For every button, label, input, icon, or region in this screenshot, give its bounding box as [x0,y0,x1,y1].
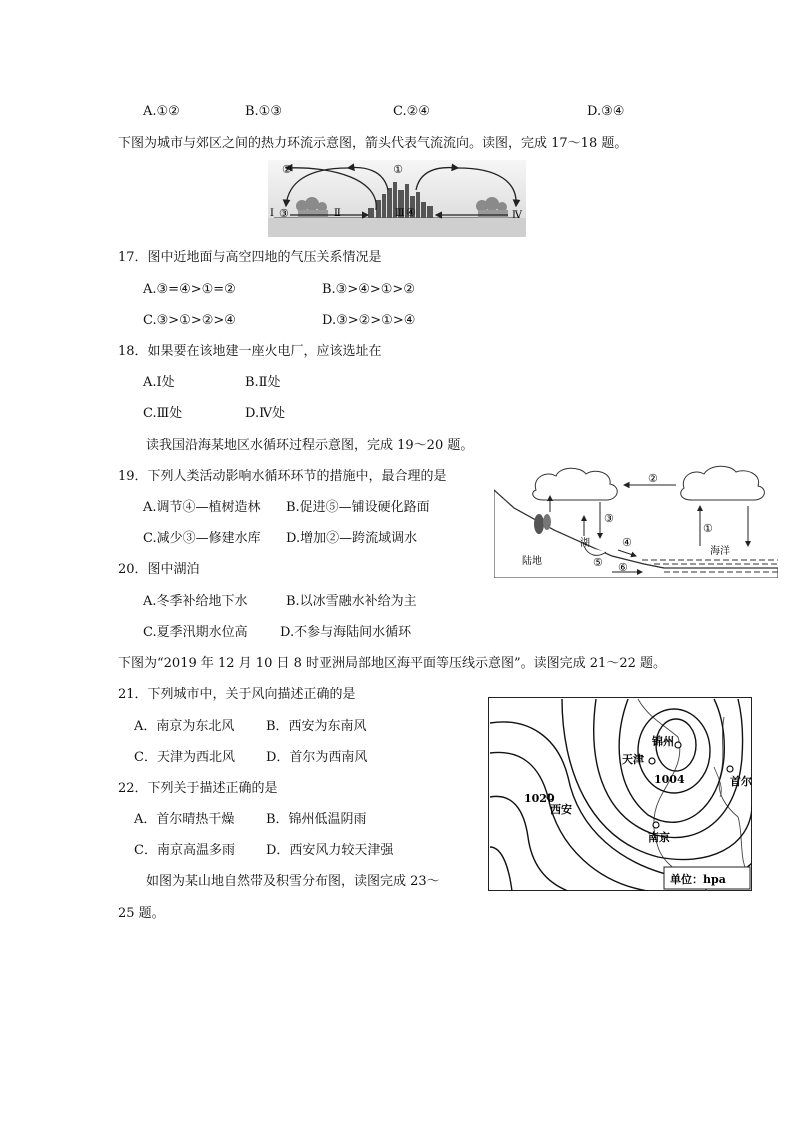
wc-land: 陆地 [522,556,542,567]
wc-n2: ② [648,472,658,485]
water-cycle-figure [494,460,778,578]
q17-d: D.③>②>①>④ [322,313,416,328]
q17-c: C.③>①>②>④ [143,313,236,328]
isobar-1004: 1004 [654,773,685,786]
q19-d: D.增加②—跨流域调水 [286,531,418,546]
city-xian: 西安 [550,803,572,816]
option-c: C.②④ [393,104,430,119]
option-a: A.①② [143,104,180,119]
q17-a: A.③=④>①=② [143,282,236,297]
q20-b: B.以冰雪融水补给为主 [286,594,417,609]
wc-n5: ⑤ [593,556,603,569]
intro-21-22: 下图为“2019 年 12 月 10 日 8 时亚洲局部地区海平面等压线示意图”。读图完成 21～22 题。 [118,656,667,671]
q18-d: D.Ⅳ处 [245,406,286,421]
intro-19-20: 读我国沿海某地区水循环过程示意图，完成 19～20 题。 [146,438,474,453]
q22-a: A．首尔晴热干燥 [134,812,235,827]
q19-stem: 19．下列人类活动影响水循环环节的措施中，最合理的是 [118,469,447,484]
isobar-map-figure [488,697,752,891]
label-2: ② [282,163,292,176]
label-II: Ⅱ [334,208,341,219]
wc-n6: ⑥ [618,561,628,574]
q19-c: C.减少③—修建水库 [143,531,261,546]
q21-d: D．首尔为西南风 [266,750,368,765]
q21-b: B．西安为东南风 [266,719,367,734]
q18-a: A.Ⅰ处 [143,375,175,390]
heat-circulation-figure [268,160,526,237]
map-unit: 单位：hpa [670,873,726,886]
label-III: Ⅲ [395,208,405,219]
q20-stem: 20．图中湖泊 [118,562,200,577]
wc-ocean: 海洋 [710,546,730,557]
intro-23-25-line1: 如图为某山地自然带及积雪分布图，读图完成 23～ [146,874,440,889]
city-nanjing: 南京 [648,831,670,844]
q20-c: C.夏季汛期水位高 [143,625,248,640]
city-seoul: 首尔 [730,775,752,788]
wc-n4: ④ [622,536,632,549]
intro-23-25-line2: 25 题。 [118,906,165,921]
q19-b: B.促进⑤—铺设硬化路面 [286,500,430,515]
wc-n1: ① [703,522,713,535]
q18-b: B.Ⅱ处 [245,375,281,390]
city-jinzhou: 锦州 [652,735,674,748]
intro-17-18: 下图为城市与郊区之间的热力环流示意图，箭头代表气流流向。读图，完成 17～18 题。 [118,136,628,151]
city-tianjin: 天津 [622,753,644,766]
q22-stem: 22．下列关于描述正确的是 [118,781,278,796]
q21-stem: 21．下列城市中，关于风向描述正确的是 [118,687,356,702]
isobar-1020: 1020 [524,792,555,805]
q18-c: C.Ⅲ处 [143,406,183,421]
wc-lake: 湖 [580,538,590,549]
label-1: ① [393,163,403,176]
q17-stem: 17．图中近地面与高空四地的气压关系情况是 [118,250,382,265]
q21-c: C．天津为西北风 [134,750,235,765]
wc-n3: ③ [604,512,614,525]
label-I: Ⅰ [270,208,274,219]
q20-a: A.冬季补给地下水 [143,594,248,609]
q17-b: B.③>④>①>② [322,282,415,297]
option-b: B.①③ [245,104,282,119]
label-4: ④ [406,206,416,219]
q18-stem: 18．如果要在该地建一座火电厂，应该选址在 [118,344,382,359]
q21-a: A．南京为东北风 [134,719,235,734]
label-3: ③ [279,207,289,220]
option-d: D.③④ [587,104,625,119]
q19-a: A.调节④—植树造林 [143,500,261,515]
q20-d: D.不参与海陆间水循环 [280,625,412,640]
label-IV: Ⅳ [512,210,522,221]
q22-b: B．锦州低温阴雨 [266,812,367,827]
q22-d: D．西安风力较天津强 [266,843,394,858]
q22-c: C．南京高温多雨 [134,843,235,858]
